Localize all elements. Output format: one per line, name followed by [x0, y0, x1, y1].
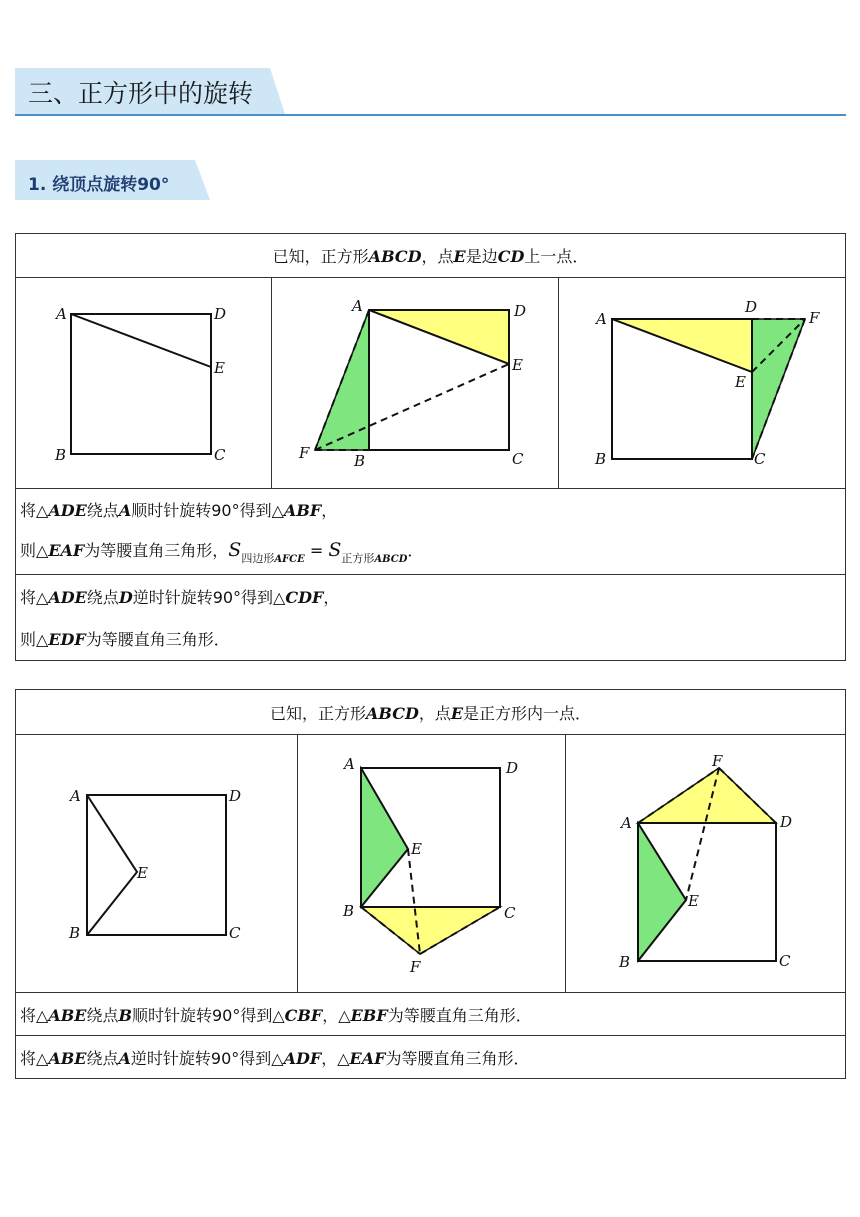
table2-figure-2 [298, 735, 566, 992]
table1-figure-2 [272, 278, 559, 488]
table1-given-text: 已知，正方形ABCD，点E是边CD上一点． [272, 247, 589, 266]
table1-conclusion-row-2 [16, 575, 845, 660]
table-edge-point [15, 233, 846, 661]
section-rule [15, 114, 846, 116]
label-C: C [229, 924, 241, 942]
figure-rotate-about-B [298, 735, 566, 991]
label-D: D [745, 298, 758, 316]
label-D: D [780, 813, 793, 831]
label-D: D [506, 759, 519, 777]
label-B: B [69, 924, 81, 942]
figure-rotate-about-A [272, 278, 559, 488]
label-E: E [214, 359, 225, 377]
label-E: E [411, 840, 422, 858]
label-C: C [504, 904, 516, 922]
t1-r1-line2: 则△EAF为等腰直角三角形，$S_{四边形AFCE} = S_{正方形ABCD}$． [20, 539, 424, 565]
table2-given-row [16, 690, 845, 735]
table2-figure-3 [566, 735, 845, 992]
label-E: E [137, 864, 148, 882]
table1-figures-row [16, 278, 845, 489]
label-C: C [214, 446, 226, 464]
label-F: F [712, 752, 723, 770]
table1-figure-1 [16, 278, 272, 488]
label-D: D [514, 302, 527, 320]
label-D: D [229, 787, 242, 805]
label-C: C [512, 450, 524, 468]
t1-r1-line1: 将△ADE绕点A顺时针旋转90°得到△ABF， [20, 501, 338, 520]
figure-square-with-edge-point [16, 278, 272, 488]
label-C: C [779, 952, 791, 970]
table2-given-text: 已知，正方形ABCD，点E是正方形内一点． [269, 703, 592, 723]
subsection-title: 1. 绕顶点旋转90° [28, 175, 170, 195]
figure-square-with-interior-point [16, 735, 298, 991]
figure-rotate-about-D [559, 278, 845, 488]
label-E: E [512, 356, 523, 374]
table1-figure-3 [559, 278, 845, 488]
section-title: 三、正方形中的旋转 [28, 79, 254, 108]
label-B: B [354, 452, 366, 470]
label-F: F [809, 309, 820, 327]
t1-r2-line2: 则△EDF为等腰直角三角形． [20, 630, 230, 649]
label-B: B [595, 450, 607, 468]
section-heading [15, 68, 285, 114]
label-A: A [344, 755, 355, 773]
label-B: B [343, 902, 355, 920]
label-A: A [352, 297, 363, 315]
t2-r2-line: 将△ABE绕点A逆时针旋转90°得到△ADF，△EAF为等腰直角三角形． [20, 1049, 530, 1068]
label-D: D [214, 305, 227, 323]
table2-conclusion-row-1 [16, 993, 845, 1036]
t2-r1-line: 将△ABE绕点B顺时针旋转90°得到△CBF，△EBF为等腰直角三角形． [20, 1006, 532, 1025]
label-A: A [621, 814, 632, 832]
label-B: B [619, 953, 631, 971]
label-F: F [299, 444, 310, 462]
table1-conclusion-row-1 [16, 489, 845, 575]
t1-r2-line1: 将△ADE绕点D逆时针旋转90°得到△CDF， [20, 588, 340, 607]
label-E: E [688, 892, 699, 910]
label-F: F [410, 958, 421, 976]
label-E: E [735, 373, 746, 391]
label-A: A [70, 787, 81, 805]
table-interior-point [15, 689, 846, 1079]
table2-figures-row [16, 735, 845, 993]
label-A: A [56, 305, 67, 323]
table1-given-row [16, 234, 845, 278]
label-A: A [596, 310, 607, 328]
table2-figure-1 [16, 735, 298, 992]
figure-rotate-about-A-interior [566, 735, 845, 991]
subsection-heading [15, 160, 210, 200]
label-B: B [55, 446, 67, 464]
label-C: C [754, 450, 766, 468]
table2-conclusion-row-2 [16, 1036, 845, 1078]
